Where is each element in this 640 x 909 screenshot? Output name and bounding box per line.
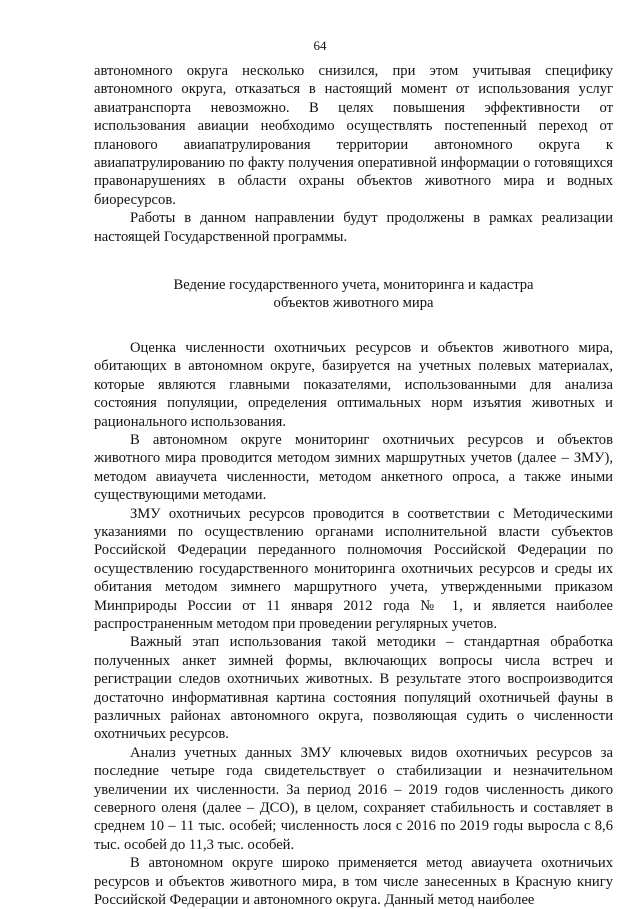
body-paragraph: Оценка численности охотничьих ресурсов и объектов животного мира, обитающих в автономном округе, базируется на учетных полевых материалах, которые являются главными показателями, использованными для анализа состояния популяции, определения оптимальных норм изъятия животных и рационального использования. [94,339,613,430]
body-paragraph: ЗМУ охотничьих ресурсов проводится в соответствии с Методическими указаниями по осуществлению органами исполнительной власти субъектов Российской Федерации переданного полномочия Российской Федерации по осуществлению государственного мониторинга охотничьих ресурсов и среды их обитания методом зимнего маршрутного учета, утвержденными приказом Минприроды России от 11 января 2012 года № 1, и является наиболее распространенным методом при проведении регулярных учетов. [94,505,613,632]
body-paragraph: Анализ учетных данных ЗМУ ключевых видов охотничьих ресурсов за последние четыре года свидетельствует о стабилизации и незначительном увеличении их численности. За период 2016 – 2019 годов численность дикого северного оленя (далее – ДСО), в целом, сохраняет стабильность и составляет в среднем 10 – 11 тыс. особей; численность лося с 2016 по 2019 годы выросла с 8,6 тыс. особей до 11,3 тыс. особей. [94,744,613,853]
body-paragraph: В автономном округе широко применяется метод авиаучета охотничьих ресурсов и объектов животного мира, в том числе занесенных в Красную книгу Российской Федерации и автономного округа. Данный метод наиболее [94,855,613,909]
document-body [94,62,613,909]
section-heading [94,276,613,313]
body-paragraph: В автономном округе мониторинг охотничьих ресурсов и объектов животного мира проводится методом зимних маршрутных учетов (далее – ЗМУ), методом авиаучета численности, методом анкетного опроса, а также иными существующими методами. [94,431,613,504]
intro-paragraph-2: Работы в данном направлении будут продолжены в рамках реализации настоящей Государственной программы. [94,210,613,245]
page-number: 64 [313,38,327,53]
section-heading-line-1: Ведение государственного учета, мониторинга и кадастра [173,277,534,294]
intro-paragraph-1: автономного округа несколько снизился, при этом учитывая специфику автономного округа, отказаться в настоящий момент от использования услуг авиатранспорта невозможно. В целях повышения эффективности от использования авиации необходимо осуществлять постепенный переход от планового авиапатрулирования территории автономного округа к авиапатрулированию по факту получения оперативной информации о готовящихся правонарушениях в области охраны объектов животного мира и водных биоресурсов. [94,63,613,208]
section-heading-line-2: объектов животного мира [273,295,434,312]
body-paragraph: Важный этап использования такой методики – стандартная обработка полученных анкет зимней формы, включающих вопросы числа встреч и регистрации следов охотничьих животных. В результате этого воспроизводится достаточно информативная картина состояния популяций охотничьей фауны в различных районах автономного округа, позволяющая судить о численности охотничьих ресурсов. [94,634,613,743]
